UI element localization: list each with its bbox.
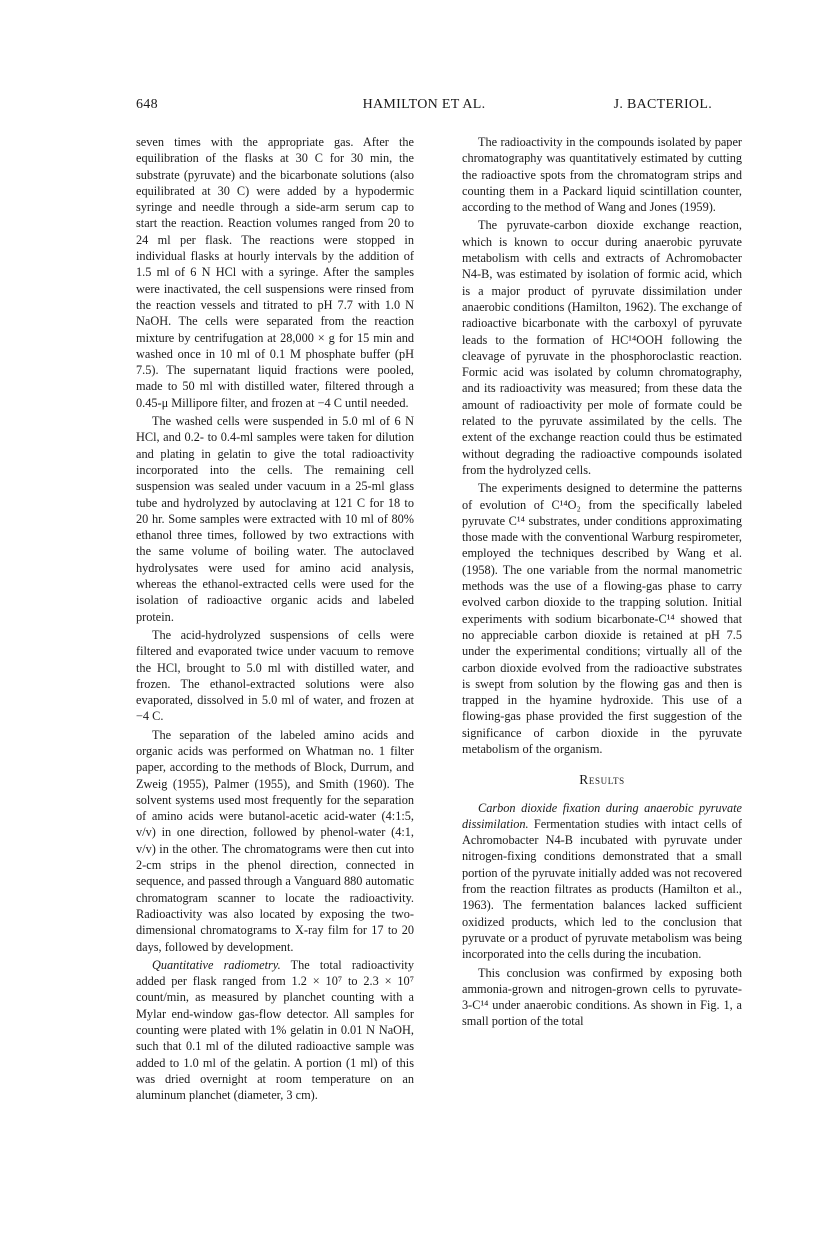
paragraph: seven times with the appropriate gas. After the equilibration of the flasks at 30 C for 30 min, the substrate (pyruvate) and the bicarbonate solutions (also equilibrated at 30 C) were added by a hypodermic syringe and needle through a side-arm serum cap to start the reaction. Reaction volumes ranged from 20 to 24 ml per flask. The reactions were stopped in individual flasks at hourly intervals by the addition of 1.5 ml of 6 N HCl with a syringe. After the samples were inactivated, the cell suspensions were rinsed from the reaction vessels and titrated to pH 7.7 with 1.0 N NaOH. The cells were separated from the reaction mixture by centrifugation at 28,000 × g for 15 min and washed once in 10 ml of 0.1 M phosphate buffer (pH 7.5). The supernatant liquid fractions were pooled, made to 50 ml with distilled water, filtered through a 0.45-μ Millipore filter, and frozen at −4 C until needed. <box>136 135 414 410</box>
paragraph: The experiments designed to determine the patterns of evolution of C¹⁴O₂ from the specifically labeled pyruvate C¹⁴ substrates, under conditions approximating those made with the conventional Warburg respirometer, employed the techniques described by Wang et al. (1958). The one variable from the normal manometric methods was the use of a flowing-gas phase to carry evolved carbon dioxide to the trapping solution. Initial experiments with sodium bicarbonate-C¹⁴ showed that no appreciable carbon dioxide is retained at pH 7.5 under the experimental conditions; virtually all of the carbon dioxide evolved from the radioactive substrates is swept from solution by the flowing gas and then is trapped in the hyamine hydroxide. This use of a flowing-gas phase provided the first suggestion of the significance of carbon dioxide in the pyruvate metabolism of the organism. <box>462 481 742 756</box>
paragraph <box>136 957 414 1104</box>
journal-name: J. BACTERIOL. <box>613 97 712 112</box>
paragraph: The pyruvate-carbon dioxide exchange reaction, which is known to occur during anaerobic pyruvate metabolism with cells and extracts of Achromobacter N4-B, was estimated by isolation of formic acid, which is a major product of pyruvate dissimilation under anaerobic conditions (Hamilton, 1962). The exchange of radioactive bicarbonate with the carboxyl of pyruvate leads to the formation of HC¹⁴OOH following the cleavage of pyruvate in the phosphoroclastic reaction. Formic acid was isolated by column chromatography, and its radioactivity was measured; from these data the amount of radioactivity per mole of formate could be related to the pyruvate assimilated by the cells. The extent of the exchange reaction could thus be estimated without degrading the radioactive compounds isolated from the hydrolyzed cells. <box>462 218 742 477</box>
paragraph: The acid-hydrolyzed suspensions of cells were filtered and evaporated twice under vacuum to remove the HCl, brought to 5.0 ml with distilled water, and frozen. The ethanol-extracted solutions were also evaporated, dissolved in 5.0 ml of water, and frozen at −4 C. <box>136 627 414 724</box>
paragraph: The separation of the labeled amino acids and organic acids was performed on Whatman no. 1 filter paper, according to the methods of Block, Durrum, and Zweig (1955), Palmer (1955), and Smith (1960). The solvent systems used most frequently for the separation of amino acids were butanol-acetic acid-water (4:1:5, v/v) in one direction, followed by phenol-water (4:1, v/v) in the other. The chromatograms were then cut into 2-cm strips in the phenol direction, connected in sequence, and passed through a Vanguard 880 automatic chromatogram scanner to locate the radioactivity. Radioactivity was also located by exposing the two-dimensional chromatograms to X-ray film for 17 to 20 days, followed by development. <box>136 727 414 954</box>
running-authors: HAMILTON ET AL. <box>362 97 486 112</box>
right-column <box>462 134 742 1030</box>
section-heading: Results <box>579 772 625 788</box>
paragraph: The radioactivity in the compounds isolated by paper chromatography was quantitatively estimated by cutting the radioactive spots from the chromatogram strips and counting them in a Packard liquid scintillation counter, according to the method of Wang and Jones (1959). <box>462 135 742 215</box>
paragraph-text: The total radioactivity added per flask ranged from 1.2 × 10⁷ to 2.3 × 10⁷ count/min, as measured by planchet counting with a Mylar end-window gas-flow detector. All samples for counting were plated with 1% gelatin in 0.01 N NaOH, such that 0.1 ml of the diluted radioactive sample was added to 1.0 ml of the gelatin. A portion (1 ml) of this was dried overnight at room temperature on an aluminum planchet (diameter, 3 cm). <box>136 957 414 1103</box>
left-column <box>136 134 414 1104</box>
paragraph <box>462 800 742 963</box>
paragraph-text: Fermentation studies with intact cells of Achromobacter N4-B incubated with pyruvate under nitrogen-fixing conditions demonstrated that a small portion of the pyruvate initially added was not recovered from the reaction filtrates as products (Hamilton et al., 1963). The fermentation balances lacked sufficient oxidized products, which led to the conclusion that pyruvate or a product of pyruvate metabolism was being incorporated into the cells during the incubation. <box>462 816 742 962</box>
page-number: 648 <box>136 97 158 112</box>
inline-heading: Quantitative radiometry. <box>152 957 281 972</box>
paragraph: The washed cells were suspended in 5.0 ml of 6 N HCl, and 0.2- to 0.4-ml samples were taken for dilution and plating in gelatin to give the total radioactivity incorporated into the cells. The remaining cell suspension was sealed under vacuum in a 25-ml glass tube and hydrolyzed by autoclaving at 121 C for 18 to 20 hr. Some samples were extracted with 10 ml of 80% ethanol three times, followed by two extractions with the same volume of boiling water. The autoclaved hydrolysates were used for amino acid analysis, whereas the ethanol-extracted cells were used for the isolation of radioactive organic acids and labeled protein. <box>136 414 414 624</box>
running-header <box>136 97 712 117</box>
paragraph: This conclusion was confirmed by exposing both ammonia-grown and nitrogen-grown cells to pyruvate-3-C¹⁴ under anaerobic conditions. As shown in Fig. 1, a small portion of the total <box>462 965 742 1029</box>
inline-heading: Carbon dioxide fixation during anaerobic pyruvate dissimilation. <box>462 800 742 831</box>
